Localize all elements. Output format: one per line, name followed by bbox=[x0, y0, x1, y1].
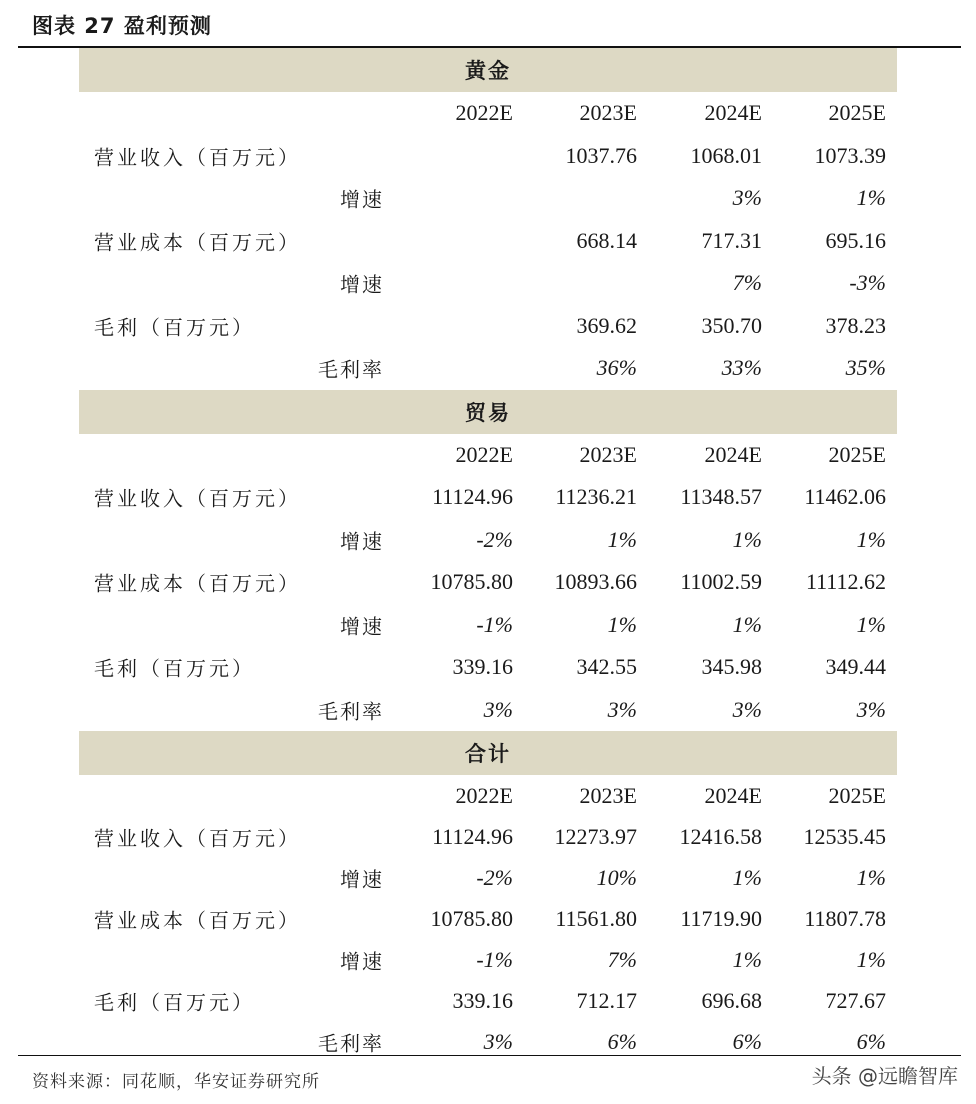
table-row bbox=[79, 689, 897, 732]
row-label: 增速 bbox=[340, 949, 384, 973]
table-cell: 342.55 bbox=[576, 654, 637, 680]
table-row bbox=[79, 980, 897, 1021]
table-row bbox=[79, 604, 897, 647]
table-cell: 10785.80 bbox=[430, 569, 513, 595]
row-label: 毛利（百万元） bbox=[94, 990, 255, 1014]
table-cell: 350.70 bbox=[701, 312, 762, 338]
table-cell: 10785.80 bbox=[430, 905, 513, 931]
row-label: 毛利（百万元） bbox=[94, 656, 255, 681]
table-cell: 3% bbox=[607, 696, 637, 722]
table-cell: 712.17 bbox=[576, 987, 637, 1013]
year-header: 2025E bbox=[828, 100, 886, 126]
section-3 bbox=[79, 731, 897, 1062]
row-label: 增速 bbox=[340, 187, 384, 212]
table-cell: 339.16 bbox=[452, 654, 513, 680]
table-cell: 6% bbox=[607, 1028, 637, 1054]
table-row bbox=[79, 476, 897, 519]
table-cell: 1% bbox=[732, 611, 762, 637]
table-cell: 33% bbox=[721, 355, 762, 381]
table-cell: 1% bbox=[856, 185, 886, 211]
table-cell: 11002.59 bbox=[680, 569, 762, 595]
year-header: 2024E bbox=[704, 441, 762, 467]
table-row bbox=[79, 220, 897, 263]
watermark: 头条 @远瞻智库 bbox=[811, 1064, 958, 1088]
table-cell: 7% bbox=[607, 946, 637, 972]
table-row bbox=[79, 816, 897, 857]
table-cell: -3% bbox=[849, 270, 886, 296]
table-cell: 3% bbox=[856, 696, 886, 722]
table-cell: 1% bbox=[856, 864, 886, 890]
table-cell: 12416.58 bbox=[679, 823, 762, 849]
table-cell: 1% bbox=[607, 611, 637, 637]
table-cell: 12273.97 bbox=[554, 823, 637, 849]
table-cell: 345.98 bbox=[701, 654, 762, 680]
row-label: 增速 bbox=[340, 272, 384, 297]
table-cell: 35% bbox=[845, 355, 886, 381]
table-cell: 3% bbox=[732, 185, 762, 211]
row-label: 毛利率 bbox=[318, 1031, 384, 1055]
table-row bbox=[79, 646, 897, 689]
row-label: 营业成本（百万元） bbox=[94, 908, 301, 932]
table-cell: 7% bbox=[732, 270, 762, 296]
section-1 bbox=[79, 48, 897, 390]
table-row bbox=[79, 857, 897, 898]
table-cell: 10% bbox=[596, 864, 637, 890]
table-cell: 11236.21 bbox=[555, 484, 637, 510]
table-cell: 11561.80 bbox=[555, 905, 637, 931]
table-cell: 3% bbox=[483, 696, 513, 722]
year-header: 2022E bbox=[455, 441, 513, 467]
table-cell: 378.23 bbox=[825, 312, 886, 338]
section-header: 合计 bbox=[79, 731, 897, 775]
table-cell: 10893.66 bbox=[554, 569, 637, 595]
table-cell: 1% bbox=[607, 526, 637, 552]
table-row bbox=[79, 135, 897, 178]
table-cell: 1% bbox=[856, 946, 886, 972]
table-cell: 369.62 bbox=[576, 312, 637, 338]
row-label: 毛利率 bbox=[318, 357, 384, 382]
row-label: 增速 bbox=[340, 614, 384, 639]
table-cell: 696.68 bbox=[701, 987, 762, 1013]
table-row bbox=[79, 939, 897, 980]
table-cell: 349.44 bbox=[825, 654, 886, 680]
table-row bbox=[79, 898, 897, 939]
table-cell: 11348.57 bbox=[680, 484, 762, 510]
source-note: 资料来源：同花顺，华安证券研究所 bbox=[32, 1072, 320, 1092]
table-cell: 717.31 bbox=[701, 227, 762, 253]
section-header: 贸易 bbox=[79, 390, 897, 434]
table-cell: 1% bbox=[856, 526, 886, 552]
table-cell: 1% bbox=[732, 946, 762, 972]
row-label: 营业收入（百万元） bbox=[94, 145, 301, 170]
year-header-row bbox=[79, 434, 897, 477]
table-cell: 668.14 bbox=[576, 227, 637, 253]
table-cell: -1% bbox=[476, 946, 513, 972]
year-header: 2024E bbox=[704, 782, 762, 808]
bottom-rule bbox=[18, 1055, 961, 1056]
table-cell: 11462.06 bbox=[804, 484, 886, 510]
table-cell: 11719.90 bbox=[680, 905, 762, 931]
table-cell: 36% bbox=[596, 355, 637, 381]
table-cell: 695.16 bbox=[825, 227, 886, 253]
table-cell: -1% bbox=[476, 611, 513, 637]
figure-title: 图表 27 盈利预测 bbox=[32, 14, 212, 38]
year-header: 2024E bbox=[704, 100, 762, 126]
row-label: 营业成本（百万元） bbox=[94, 571, 301, 596]
section-header: 黄金 bbox=[79, 48, 897, 92]
table-cell: 11124.96 bbox=[432, 484, 513, 510]
row-label: 营业成本（百万元） bbox=[94, 230, 301, 255]
table-row bbox=[79, 262, 897, 305]
table-row bbox=[79, 177, 897, 220]
section-2 bbox=[79, 390, 897, 732]
table-cell: 1% bbox=[856, 611, 886, 637]
year-header: 2023E bbox=[579, 100, 637, 126]
year-header-row bbox=[79, 92, 897, 135]
table-row bbox=[79, 305, 897, 348]
row-label: 增速 bbox=[340, 867, 384, 891]
table-cell: 6% bbox=[732, 1028, 762, 1054]
table-cell: 6% bbox=[856, 1028, 886, 1054]
table-cell: 11807.78 bbox=[804, 905, 886, 931]
table-cell: 1% bbox=[732, 864, 762, 890]
table-cell: 1068.01 bbox=[690, 142, 762, 168]
table-cell: 339.16 bbox=[452, 987, 513, 1013]
year-header: 2025E bbox=[828, 782, 886, 808]
year-header: 2023E bbox=[579, 782, 637, 808]
row-label: 营业收入（百万元） bbox=[94, 486, 301, 511]
table-cell: 1073.39 bbox=[814, 142, 886, 168]
table-cell: 3% bbox=[732, 696, 762, 722]
table-cell: -2% bbox=[476, 864, 513, 890]
row-label: 营业收入（百万元） bbox=[94, 826, 301, 850]
table-cell: 3% bbox=[483, 1028, 513, 1054]
table-row bbox=[79, 561, 897, 604]
row-label: 毛利率 bbox=[318, 699, 384, 724]
table-cell: 1037.76 bbox=[565, 142, 637, 168]
table-cell: 727.67 bbox=[825, 987, 886, 1013]
table-cell: 1% bbox=[732, 526, 762, 552]
table-row bbox=[79, 519, 897, 562]
table-row bbox=[79, 347, 897, 390]
table-cell: 11112.62 bbox=[805, 569, 886, 595]
table-cell: -2% bbox=[476, 526, 513, 552]
year-header-row bbox=[79, 775, 897, 816]
year-header: 2025E bbox=[828, 441, 886, 467]
row-label: 毛利（百万元） bbox=[94, 315, 255, 340]
year-header: 2022E bbox=[455, 100, 513, 126]
table-cell: 11124.96 bbox=[432, 823, 513, 849]
row-label: 增速 bbox=[340, 529, 384, 554]
table-cell: 12535.45 bbox=[803, 823, 886, 849]
profit-forecast-table bbox=[79, 48, 897, 1062]
year-header: 2023E bbox=[579, 441, 637, 467]
year-header: 2022E bbox=[455, 782, 513, 808]
